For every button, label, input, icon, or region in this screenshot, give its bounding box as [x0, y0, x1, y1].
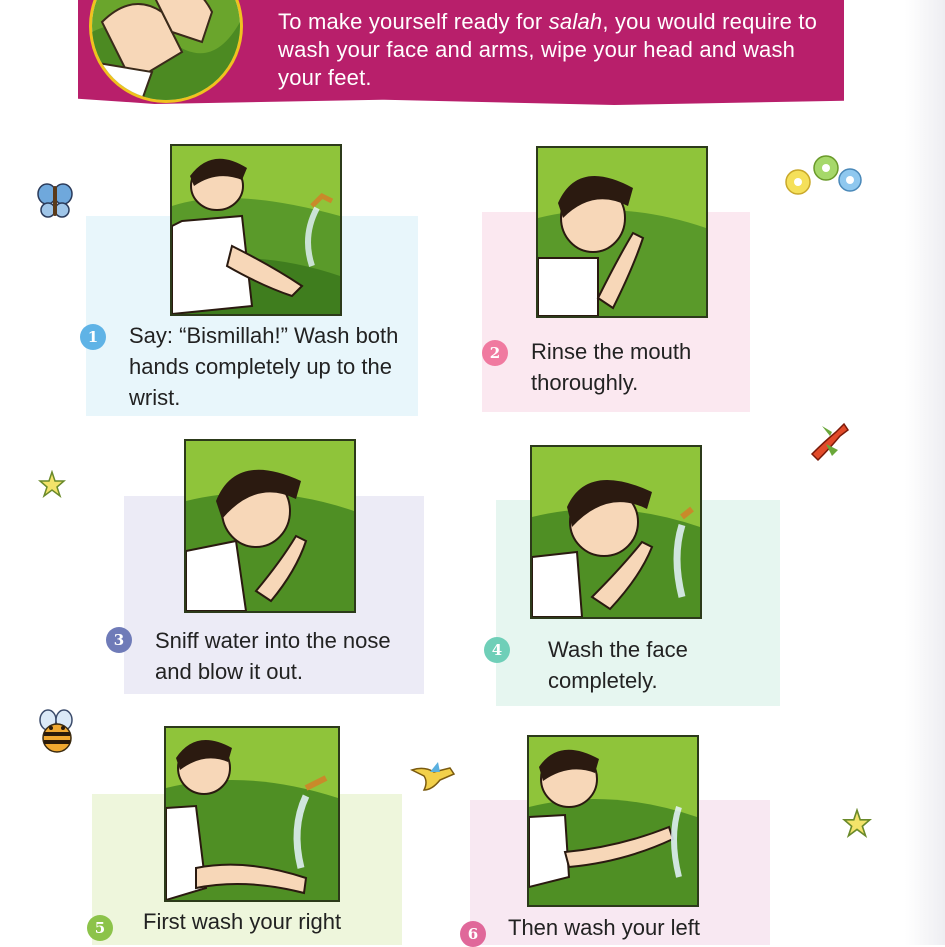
intro-text: To make yourself ready for salah, you would require to wash your face and arms, wipe your head and wash your feet. [278, 9, 818, 90]
step-1-text: Say: “Bismillah!” Wash both hands completely up to the wrist. [129, 323, 399, 410]
step-3-text: Sniff water into the nose and blow it out. [155, 628, 391, 684]
step-4-text: Wash the face completely. [548, 637, 688, 693]
step-1-badge: 1 [80, 324, 106, 350]
step-4-illustration [530, 445, 702, 619]
step-4-badge: 4 [484, 637, 510, 663]
step-5-illustration [164, 726, 340, 902]
page-edge-shadow [905, 0, 945, 945]
star-icon [38, 470, 66, 498]
salah-term: salah [548, 9, 603, 34]
bird-icon [806, 414, 852, 464]
flower-icon [784, 154, 868, 198]
step-5-badge: 5 [87, 915, 113, 941]
step-6-illustration [527, 735, 699, 907]
star-icon [842, 808, 872, 838]
butterfly-icon [36, 180, 74, 220]
step-2-badge: 2 [482, 340, 508, 366]
step-3-badge: 3 [106, 627, 132, 653]
step-3-illustration [184, 439, 356, 613]
step-1-illustration [170, 144, 342, 316]
step-2-illustration [536, 146, 708, 318]
bird-icon [410, 760, 456, 794]
step-6-badge: 6 [460, 921, 486, 947]
step-6-text: Then wash your left [508, 915, 700, 940]
step-5-text: First wash your right [143, 909, 342, 934]
step-2-text: Rinse the mouth thoroughly. [531, 339, 692, 395]
bee-icon [32, 708, 82, 756]
